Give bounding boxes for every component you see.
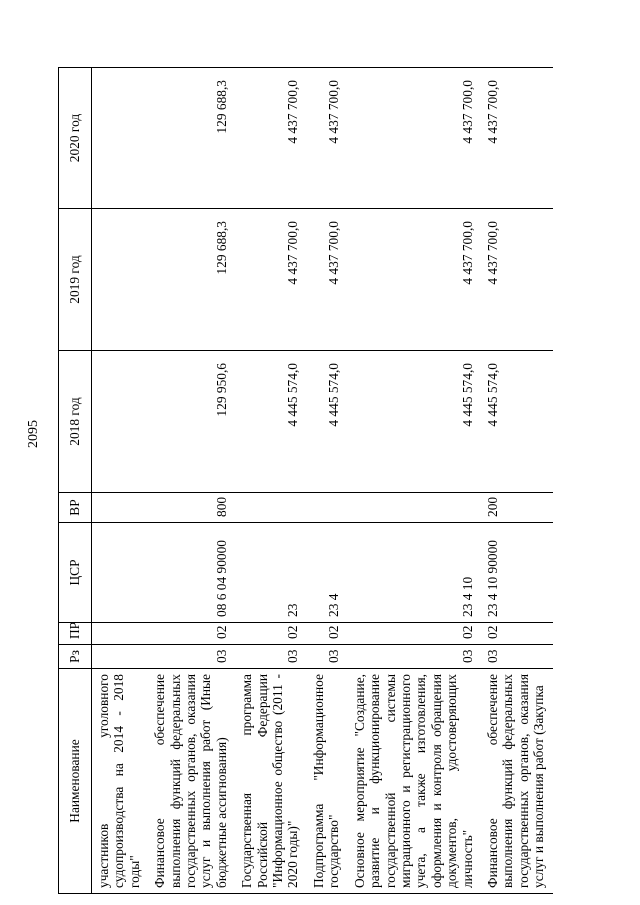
row-vr xyxy=(348,493,481,523)
row-2020: 4 437 700,0 xyxy=(307,68,348,209)
row-pr: 02 xyxy=(235,623,307,645)
row-2020 xyxy=(92,68,149,209)
row-pr: 02 xyxy=(348,623,481,645)
row-2018: 4 445 574,0 xyxy=(307,351,348,493)
header-vr: ВР xyxy=(59,493,92,523)
row-vr xyxy=(307,493,348,523)
row-vr xyxy=(235,493,307,523)
row-2020: 4 437 700,0 xyxy=(481,68,553,209)
budget-table xyxy=(58,67,553,894)
table-row xyxy=(348,68,481,894)
row-csr: 23 4 10 90000 xyxy=(481,523,553,623)
row-2019: 129 688,3 xyxy=(148,209,235,351)
table-row xyxy=(307,68,348,894)
row-pr: 02 xyxy=(307,623,348,645)
rotated-table-page xyxy=(58,68,588,894)
row-pr xyxy=(92,623,149,645)
row-pr: 02 xyxy=(481,623,553,645)
row-2019: 4 437 700,0 xyxy=(481,209,553,351)
header-2018: 2018 год xyxy=(59,351,92,493)
row-csr xyxy=(92,523,149,623)
row-vr: 800 xyxy=(148,493,235,523)
page-number: 2095 xyxy=(26,420,41,448)
row-name: участников уголовного судопроизводства на 2014 - 2018 годы" xyxy=(92,669,149,894)
header-name: Наименование xyxy=(59,669,92,894)
row-vr: 200 xyxy=(481,493,553,523)
row-rz: 03 xyxy=(481,645,553,669)
row-vr xyxy=(92,493,149,523)
row-2019: 4 437 700,0 xyxy=(348,209,481,351)
row-2020: 129 688,3 xyxy=(148,68,235,209)
row-name: Финансовое обеспечение выполнения функций федеральных государственных органов, оказания услуг и выполнения работ (Закупка xyxy=(481,669,553,894)
header-pr: ПР xyxy=(59,623,92,645)
table-row xyxy=(481,68,553,894)
header-rz: Рз xyxy=(59,645,92,669)
row-rz: 03 xyxy=(348,645,481,669)
row-rz: 03 xyxy=(148,645,235,669)
row-name: Финансовое обеспечение выполнения функций федеральных государственных органов, оказания услуг и выполнения работ (Иные бюджетные ассигнования) xyxy=(148,669,235,894)
row-rz: 03 xyxy=(235,645,307,669)
row-2018: 4 445 574,0 xyxy=(348,351,481,493)
row-2019 xyxy=(92,209,149,351)
row-rz xyxy=(92,645,149,669)
row-csr: 23 4 10 xyxy=(348,523,481,623)
table-row xyxy=(148,68,235,894)
row-2020: 4 437 700,0 xyxy=(348,68,481,209)
row-name: Государственная программа Российской Федерации "Информационное общество (2011 - 2020 годы)" xyxy=(235,669,307,894)
row-csr: 23 xyxy=(235,523,307,623)
row-2020: 4 437 700,0 xyxy=(235,68,307,209)
row-2018: 4 445 574,0 xyxy=(481,351,553,493)
table-row xyxy=(92,68,149,894)
row-2018: 129 950,6 xyxy=(148,351,235,493)
row-2019: 4 437 700,0 xyxy=(307,209,348,351)
row-2019: 4 437 700,0 xyxy=(235,209,307,351)
row-2018 xyxy=(92,351,149,493)
row-name: Подпрограмма "Информационное государство" xyxy=(307,669,348,894)
row-csr: 08 6 04 90000 xyxy=(148,523,235,623)
header-2019: 2019 год xyxy=(59,209,92,351)
header-csr: ЦСР xyxy=(59,523,92,623)
header-2020: 2020 год xyxy=(59,68,92,209)
row-pr: 02 xyxy=(148,623,235,645)
table-row xyxy=(235,68,307,894)
row-rz: 03 xyxy=(307,645,348,669)
row-name: Основное мероприятие "Создание, развитие и функционирование государственной системы миграционного и регистрационного учета, а также изготовления, оформления и контроля обращения документов, удостоверяющих личность" xyxy=(348,669,481,894)
row-2018: 4 445 574,0 xyxy=(235,351,307,493)
table-header-row xyxy=(59,68,92,894)
row-csr: 23 4 xyxy=(307,523,348,623)
